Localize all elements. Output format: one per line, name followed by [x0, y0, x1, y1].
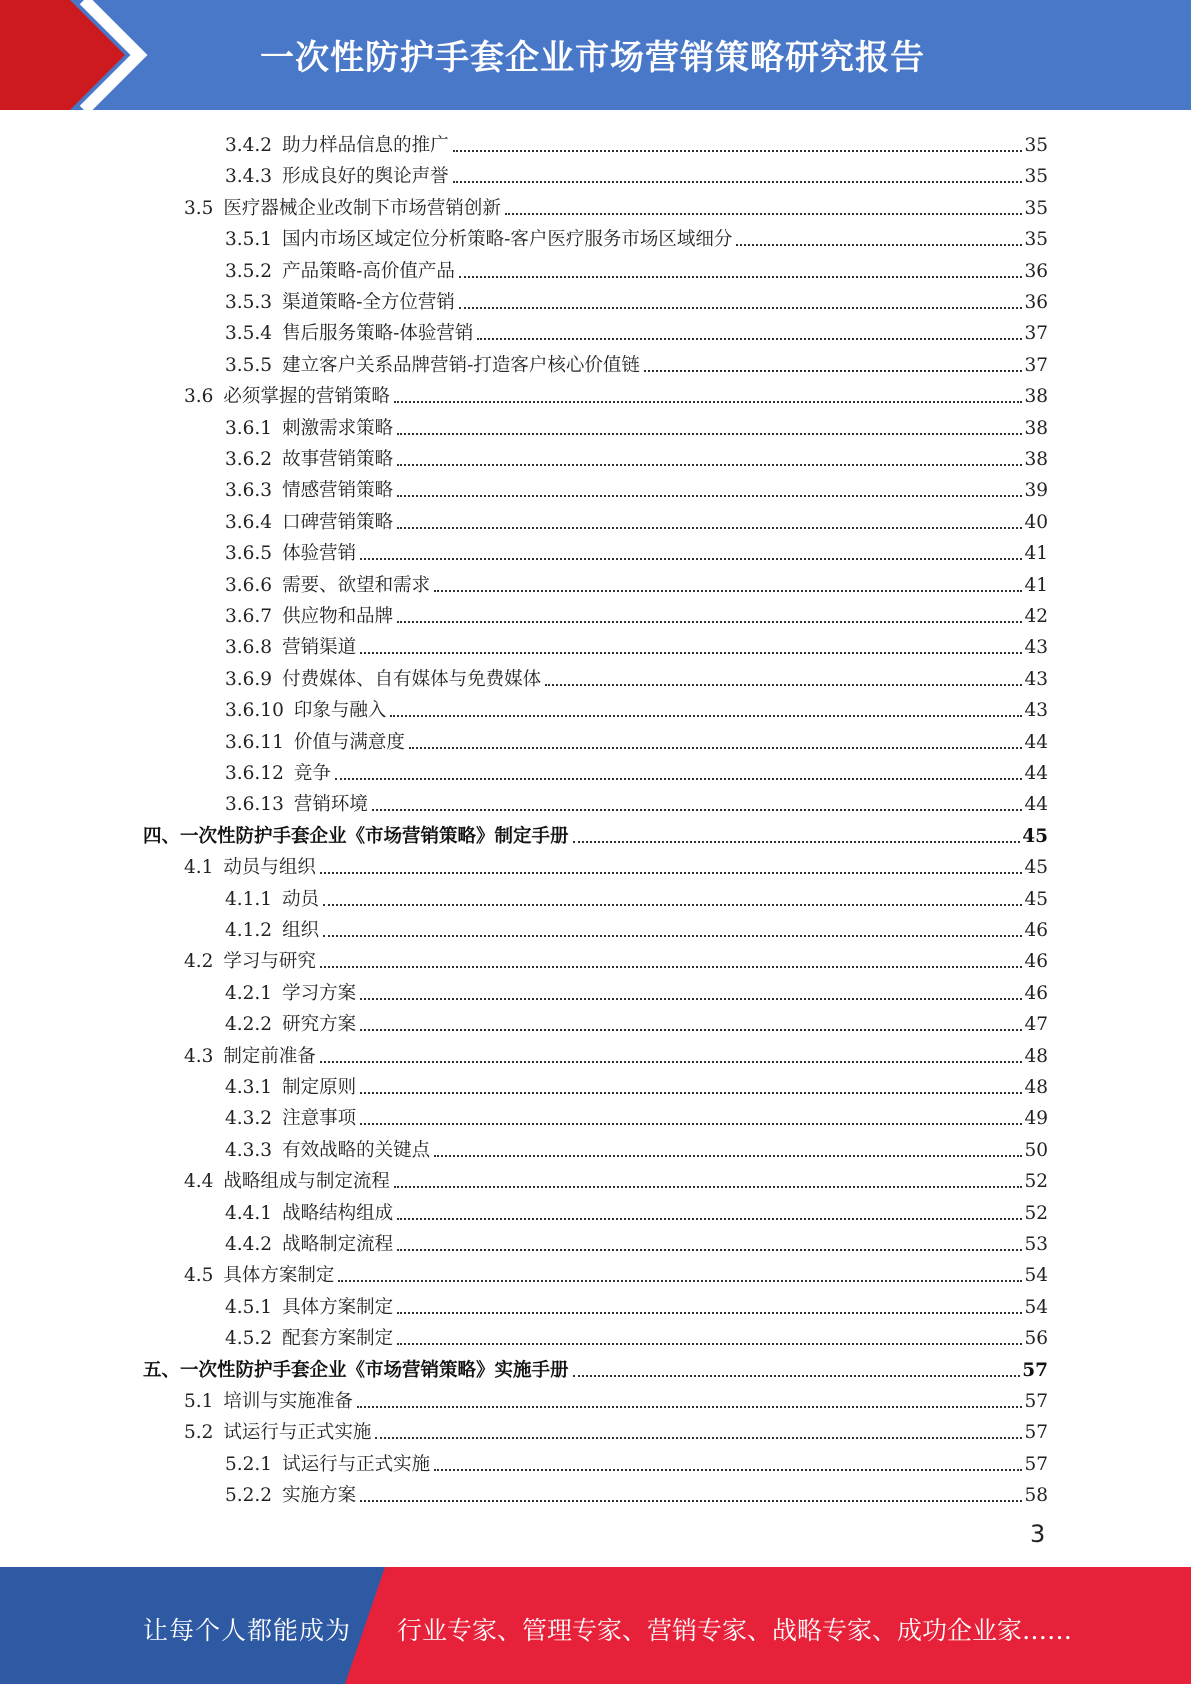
- toc-entry-number: 3.6.9: [225, 669, 273, 690]
- toc-leader-dots: [644, 369, 1023, 372]
- toc-entry-page: 49: [1024, 1108, 1048, 1129]
- footer-banner: [0, 1567, 1191, 1684]
- toc-entry-page: 56: [1024, 1328, 1048, 1349]
- toc-entry[interactable]: [184, 1415, 1048, 1445]
- toc-entry-title: 刺激需求策略: [282, 418, 394, 439]
- toc-leader-dots: [397, 1342, 1022, 1345]
- toc-entry-page: 43: [1024, 637, 1048, 658]
- toc-entry-number: 4.4.1: [225, 1203, 273, 1224]
- toc-entry-page: 37: [1024, 323, 1048, 344]
- toc-entry-number: 3.5.4: [225, 323, 273, 344]
- toc-leader-dots: [397, 494, 1022, 497]
- toc-leader-dots: [397, 620, 1022, 623]
- toc-entry-number: 5.2.1: [225, 1454, 273, 1475]
- toc-entry[interactable]: [184, 944, 1048, 974]
- toc-entry-title: 制定前准备: [223, 1046, 316, 1067]
- toc-leader-dots: [320, 965, 1023, 968]
- document-title: 一次性防护手套企业市场营销策略研究报告: [260, 38, 925, 78]
- toc-entry-number: 3.5.5: [225, 355, 273, 376]
- toc-entry-page: 48: [1024, 1046, 1048, 1067]
- toc-entry-number: 3.6.6: [225, 575, 273, 596]
- toc-entry-title: 试运行与正式实施: [223, 1422, 372, 1443]
- toc-leader-dots: [320, 871, 1023, 874]
- toc-entry-number: 3.4.2: [225, 135, 273, 156]
- toc-entry-title: 一次性防护手套企业《市场营销策略》制定手册: [180, 826, 569, 847]
- toc-entry-page: 52: [1024, 1171, 1048, 1192]
- toc-entry-number: 4.3.1: [225, 1077, 273, 1098]
- toc-entry-title: 付费媒体、自有媒体与免费媒体: [282, 669, 542, 690]
- toc-entry[interactable]: [225, 348, 1048, 378]
- toc-entry-page: 42: [1024, 606, 1048, 627]
- toc-leader-dots: [360, 1028, 1022, 1031]
- header-banner: [0, 0, 1191, 110]
- toc-entry[interactable]: [225, 693, 1048, 723]
- toc-leader-dots: [477, 337, 1022, 340]
- toc-entry-page: 41: [1024, 543, 1048, 564]
- toc-entry-page: 35: [1024, 166, 1048, 187]
- toc-leader-dots: [453, 149, 1023, 152]
- toc-entry[interactable]: [225, 599, 1048, 629]
- toc-entry-page: 39: [1024, 480, 1048, 501]
- toc-entry[interactable]: [225, 662, 1048, 692]
- toc-leader-dots: [736, 243, 1022, 246]
- toc-entry-number: 5.2.2: [225, 1485, 273, 1506]
- toc-entry-page: 46: [1024, 951, 1048, 972]
- toc-entry-number: 3.6.10: [225, 700, 284, 721]
- toc-entry-title: 医疗器械企业改制下市场营销创新: [223, 198, 501, 219]
- toc-entry-title: 情感营销策略: [282, 480, 394, 501]
- toc-leader-dots: [397, 1248, 1022, 1251]
- toc-entry-title: 营销环境: [293, 794, 368, 815]
- toc-entry[interactable]: [184, 1258, 1048, 1288]
- toc-entry[interactable]: [225, 1007, 1048, 1037]
- toc-entry-title: 注意事项: [282, 1108, 357, 1129]
- toc-entry-page: 52: [1024, 1203, 1048, 1224]
- toc-leader-dots: [360, 1122, 1022, 1125]
- toc-entry[interactable]: [225, 1478, 1048, 1508]
- toc-entry-page: 40: [1024, 512, 1048, 533]
- toc-entry-number: 4.5.1: [225, 1297, 273, 1318]
- header-arrow-graphic: [0, 0, 160, 110]
- toc-entry[interactable]: [225, 254, 1048, 284]
- toc-entry-number: 4.3: [184, 1046, 214, 1067]
- toc-entry-title: 竞争: [293, 763, 331, 784]
- toc-entry-title: 组织: [282, 920, 320, 941]
- toc-entry-page: 37: [1024, 355, 1048, 376]
- toc-leader-dots: [434, 1154, 1022, 1157]
- toc-leader-dots: [453, 180, 1023, 183]
- toc-entry-number: 3.6: [184, 386, 214, 407]
- toc-entry-number: 3.5.3: [225, 292, 273, 313]
- toc-entry[interactable]: [184, 1039, 1048, 1069]
- toc-entry-page: 45: [1024, 889, 1048, 910]
- toc-entry-page: 35: [1024, 198, 1048, 219]
- toc-entry-number: 3.6.11: [225, 732, 284, 753]
- toc-leader-dots: [397, 1311, 1022, 1314]
- toc-entry-page: 38: [1024, 418, 1048, 439]
- toc-leader-dots: [397, 463, 1022, 466]
- toc-entry-number: 3.6.7: [225, 606, 273, 627]
- toc-entry[interactable]: [225, 473, 1048, 503]
- toc-entry-number: 4.3.2: [225, 1108, 273, 1129]
- toc-leader-dots: [459, 275, 1023, 278]
- toc-entry-title: 渠道策略-全方位营销: [282, 292, 455, 313]
- toc-entry-title: 必须掌握的营销策略: [223, 386, 390, 407]
- toc-entry[interactable]: [143, 819, 1048, 849]
- toc-entry-number: 四、: [143, 826, 181, 847]
- toc-entry-title: 战略制定流程: [282, 1234, 394, 1255]
- toc-entry[interactable]: [225, 316, 1048, 346]
- toc-entry[interactable]: [225, 630, 1048, 660]
- footer-roles: 行业专家、管理专家、营销专家、战略专家、成功企业家……: [397, 1616, 1073, 1645]
- toc-entry-number: 4.1.2: [225, 920, 273, 941]
- toc-entry-title: 具体方案制定: [282, 1297, 394, 1318]
- toc-leader-dots: [360, 997, 1022, 1000]
- toc-entry[interactable]: [225, 285, 1048, 315]
- toc-entry-number: 3.6.2: [225, 449, 273, 470]
- toc-entry[interactable]: [225, 536, 1048, 566]
- toc-entry[interactable]: [225, 1447, 1048, 1477]
- toc-entry-title: 营销渠道: [282, 637, 357, 658]
- toc-entry-page: 58: [1024, 1485, 1048, 1506]
- toc-leader-dots: [320, 1060, 1023, 1063]
- toc-entry-page: 43: [1024, 700, 1048, 721]
- toc-entry-page: 57: [1024, 1422, 1048, 1443]
- toc-leader-dots: [375, 1436, 1022, 1439]
- toc-entry[interactable]: [225, 1133, 1048, 1163]
- toc-entry-page: 47: [1024, 1014, 1048, 1035]
- toc-entry-title: 国内市场区域定位分析策略-客户医疗服务市场区域细分: [282, 229, 733, 250]
- toc-entry-number: 4.1: [184, 857, 214, 878]
- toc-leader-dots: [338, 1279, 1022, 1282]
- toc-entry-title: 一次性防护手套企业《市场营销策略》实施手册: [180, 1360, 569, 1381]
- toc-entry-title: 需要、欲望和需求: [282, 575, 431, 596]
- toc-entry-page: 46: [1024, 920, 1048, 941]
- toc-leader-dots: [397, 526, 1022, 529]
- toc-entry-number: 3.6.5: [225, 543, 273, 564]
- toc-entry[interactable]: [225, 976, 1048, 1006]
- toc-entry-page: 44: [1024, 794, 1048, 815]
- toc-entry-title: 培训与实施准备: [223, 1391, 353, 1412]
- toc-entry-title: 制定原则: [282, 1077, 357, 1098]
- toc-entry[interactable]: [184, 1164, 1048, 1194]
- toc-entry-page: 54: [1024, 1265, 1048, 1286]
- page-number: 3: [1030, 1520, 1046, 1548]
- toc-entry-page: 54: [1024, 1297, 1048, 1318]
- toc-entry-page: 45: [1024, 857, 1048, 878]
- toc-entry-number: 5.2: [184, 1422, 214, 1443]
- toc-entry[interactable]: [225, 756, 1048, 786]
- toc-entry-number: 4.4.2: [225, 1234, 273, 1255]
- toc-entry[interactable]: [184, 379, 1048, 409]
- toc-leader-dots: [335, 777, 1023, 780]
- toc-entry-page: 53: [1024, 1234, 1048, 1255]
- toc-entry[interactable]: [225, 411, 1048, 441]
- toc-entry-title: 印象与融入: [293, 700, 387, 721]
- toc-leader-dots: [323, 934, 1022, 937]
- toc-leader-dots: [545, 683, 1022, 686]
- toc-entry-number: 4.2.2: [225, 1014, 273, 1035]
- toc-entry-title: 动员与组织: [223, 857, 316, 878]
- toc-entry-page: 46: [1024, 983, 1048, 1004]
- toc-leader-dots: [390, 714, 1022, 717]
- toc-entry-title: 售后服务策略-体验营销: [282, 323, 474, 344]
- toc-entry-number: 五、: [143, 1360, 181, 1381]
- toc-entry-number: 3.5.2: [225, 261, 273, 282]
- toc-entry[interactable]: [225, 1070, 1048, 1100]
- toc-entry-number: 4.4: [184, 1171, 214, 1192]
- toc-entry-title: 建立客户关系品牌营销-打造客户核心价值链: [282, 355, 640, 376]
- toc-entry-title: 形成良好的舆论声誉: [282, 166, 449, 187]
- toc-entry-title: 供应物和品牌: [282, 606, 394, 627]
- toc-entry-page: 57: [1024, 1391, 1048, 1412]
- toc-entry-page: 50: [1024, 1140, 1048, 1161]
- toc-entry-page: 36: [1024, 292, 1048, 313]
- toc-entry[interactable]: [225, 159, 1048, 189]
- toc-leader-dots: [394, 400, 1023, 403]
- toc-entry-page: 48: [1024, 1077, 1048, 1098]
- toc-entry-page: 43: [1024, 669, 1048, 690]
- toc-entry-number: 3.6.3: [225, 480, 273, 501]
- toc-entry[interactable]: [225, 725, 1048, 755]
- toc-leader-dots: [357, 1405, 1023, 1408]
- toc-entry[interactable]: [143, 1353, 1048, 1383]
- toc-leader-dots: [323, 903, 1022, 906]
- toc-entry-number: 4.2.1: [225, 983, 273, 1004]
- toc-leader-dots: [394, 1185, 1023, 1188]
- toc-entry[interactable]: [184, 1384, 1048, 1414]
- toc-entry-number: 3.5: [184, 198, 214, 219]
- toc-entry-page: 35: [1024, 135, 1048, 156]
- toc-entry-page: 44: [1024, 732, 1048, 753]
- toc-entry-title: 战略组成与制定流程: [223, 1171, 390, 1192]
- toc-entry-number: 3.4.3: [225, 166, 273, 187]
- toc-entry-number: 4.1.1: [225, 889, 273, 910]
- toc-entry-title: 试运行与正式实施: [282, 1454, 431, 1475]
- toc-entry-page: 35: [1024, 229, 1048, 250]
- toc-entry-number: 4.3.3: [225, 1140, 273, 1161]
- toc-entry-title: 有效战略的关键点: [282, 1140, 431, 1161]
- toc-leader-dots: [360, 651, 1022, 654]
- toc-entry-title: 研究方案: [282, 1014, 357, 1035]
- toc-entry-number: 3.5.1: [225, 229, 273, 250]
- toc-entry-title: 动员: [282, 889, 320, 910]
- toc-leader-dots: [573, 840, 1021, 843]
- toc-leader-dots: [434, 589, 1022, 592]
- toc-entry-page: 57: [1024, 1454, 1048, 1475]
- toc-leader-dots: [360, 1499, 1022, 1502]
- toc-leader-dots: [360, 557, 1022, 560]
- toc-entry-title: 体验营销: [282, 543, 357, 564]
- toc-entry[interactable]: [225, 1321, 1048, 1351]
- toc-entry[interactable]: [225, 128, 1048, 158]
- toc-entry-page: 36: [1024, 261, 1048, 282]
- toc-entry-number: 3.6.8: [225, 637, 273, 658]
- toc-leader-dots: [505, 212, 1023, 215]
- toc-entry[interactable]: [225, 787, 1048, 817]
- toc-entry-title: 故事营销策略: [282, 449, 394, 470]
- toc-leader-dots: [409, 746, 1023, 749]
- toc-entry-page: 38: [1024, 386, 1048, 407]
- toc-entry[interactable]: [225, 1196, 1048, 1226]
- toc-entry-number: 4.2: [184, 951, 214, 972]
- toc-entry-title: 学习方案: [282, 983, 357, 1004]
- toc-entry-page: 57: [1022, 1360, 1048, 1381]
- toc-entry[interactable]: [225, 1227, 1048, 1257]
- toc-entry[interactable]: [184, 191, 1048, 221]
- toc-leader-dots: [397, 432, 1022, 435]
- toc-leader-dots: [372, 808, 1023, 811]
- toc-entry[interactable]: [225, 1101, 1048, 1131]
- toc-entry-number: 4.5: [184, 1265, 214, 1286]
- toc-entry-title: 战略结构组成: [282, 1203, 394, 1224]
- toc-entry-number: 3.6.12: [225, 763, 284, 784]
- toc-entry-page: 41: [1024, 575, 1048, 596]
- toc-leader-dots: [434, 1468, 1022, 1471]
- toc-entry-title: 助力样品信息的推广: [282, 135, 449, 156]
- toc-entry[interactable]: [225, 568, 1048, 598]
- toc-entry-title: 产品策略-高价值产品: [282, 261, 455, 282]
- toc-entry-number: 4.5.2: [225, 1328, 273, 1349]
- toc-entry[interactable]: [225, 505, 1048, 535]
- toc-entry-title: 价值与满意度: [293, 732, 405, 753]
- toc-entry-number: 3.6.13: [225, 794, 284, 815]
- toc-entry[interactable]: [225, 882, 1048, 912]
- footer-slogan: 让每个人都能成为: [143, 1616, 352, 1645]
- toc-entry[interactable]: [184, 850, 1048, 880]
- toc-leader-dots: [397, 1217, 1022, 1220]
- toc-entry-number: 5.1: [184, 1391, 214, 1412]
- toc-entry-title: 口碑营销策略: [282, 512, 394, 533]
- toc-entry[interactable]: [225, 1290, 1048, 1320]
- toc-entry-page: 45: [1022, 826, 1048, 847]
- toc-entry[interactable]: [225, 222, 1048, 252]
- toc-entry-number: 3.6.1: [225, 418, 273, 439]
- toc-entry[interactable]: [225, 442, 1048, 472]
- toc-leader-dots: [459, 306, 1023, 309]
- toc-entry-page: 44: [1024, 763, 1048, 784]
- toc-leader-dots: [360, 1091, 1022, 1094]
- toc-entry-number: 3.6.4: [225, 512, 273, 533]
- toc-entry[interactable]: [225, 913, 1048, 943]
- toc-entry-title: 具体方案制定: [223, 1265, 335, 1286]
- toc-leader-dots: [573, 1374, 1021, 1377]
- toc-entry-title: 配套方案制定: [282, 1328, 394, 1349]
- toc-entry-title: 学习与研究: [223, 951, 316, 972]
- toc-entry-title: 实施方案: [282, 1485, 357, 1506]
- toc-entry-page: 38: [1024, 449, 1048, 470]
